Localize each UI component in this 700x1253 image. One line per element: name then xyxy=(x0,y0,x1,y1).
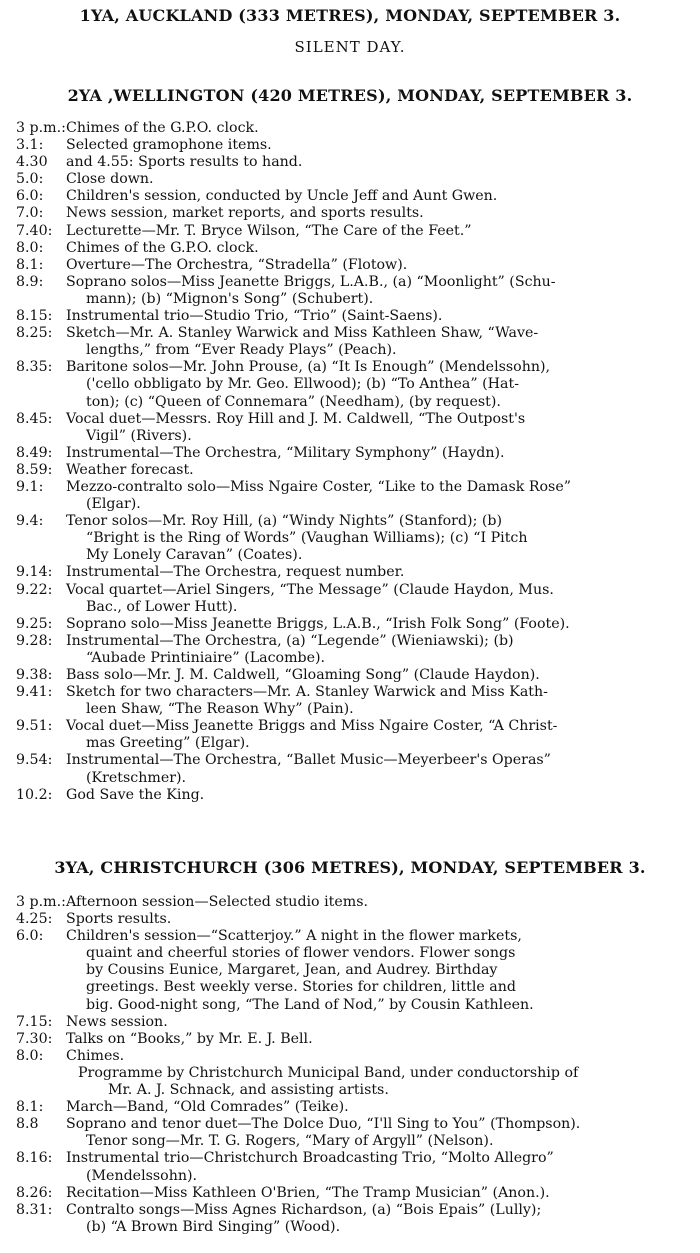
programme-entry xyxy=(0,633,700,667)
entry-line: Tenor song—Mr. T. G. Rogers, “Mary of Argyll” (Nelson). xyxy=(86,1133,494,1150)
programme-entry xyxy=(0,894,700,911)
entry-description xyxy=(66,479,692,513)
programme-entry xyxy=(0,616,700,633)
programme-entry xyxy=(0,171,700,188)
programme-entry xyxy=(0,911,700,928)
entry-time: 8.49: xyxy=(16,444,53,461)
entry-line: (Kretschmer). xyxy=(86,769,187,786)
entry-time: 9.22: xyxy=(16,581,53,598)
programme-entry xyxy=(0,752,700,786)
entry-description xyxy=(66,257,692,274)
entry-time: 8.25: xyxy=(16,325,53,342)
programme-entry xyxy=(0,359,700,410)
entry-time: 8.0: xyxy=(16,239,44,256)
entry-line: Vocal duet—Miss Jeanette Briggs and Miss Ngaire Coster, “A Christ- xyxy=(66,718,558,735)
entry-description xyxy=(66,171,692,188)
entry-line: Sketch for two characters—Mr. A. Stanley Warwick and Miss Kath- xyxy=(66,684,548,701)
programme-entry xyxy=(0,1014,700,1031)
entry-time: 7.0: xyxy=(16,205,44,222)
entry-description xyxy=(66,752,692,786)
programme-note xyxy=(0,1065,700,1099)
programme-entry xyxy=(0,787,700,804)
programme-entry xyxy=(0,479,700,513)
programme-entry xyxy=(0,1031,700,1048)
section-heading-2ya: 2YA ,WELLINGTON (420 METRES), MONDAY, SEPTEMBER 3. xyxy=(67,86,633,105)
entry-line: big. Good-night song, “The Land of Nod,” by Cousin Kathleen. xyxy=(86,996,534,1013)
entry-description xyxy=(66,1202,692,1236)
programme-entry xyxy=(0,1150,700,1184)
programme-entry xyxy=(0,718,700,752)
entry-line: News session, market reports, and sports results. xyxy=(66,205,424,222)
entry-line: Selected gramophone items. xyxy=(66,137,272,154)
entry-description xyxy=(66,359,692,410)
entry-line: by Cousins Eunice, Margaret, Jean, and Audrey. Birthday xyxy=(86,962,498,979)
entry-line: mann); (b) “Mignon's Song” (Schubert). xyxy=(86,290,374,307)
entry-time: 8.35: xyxy=(16,359,53,376)
entry-time: 9.41: xyxy=(16,684,53,701)
programme-entry xyxy=(0,137,700,154)
entry-description xyxy=(66,718,692,752)
entry-description xyxy=(66,308,692,325)
entry-line: Overture—The Orchestra, “Stradella” (Flotow). xyxy=(66,256,408,273)
entry-line: Chimes. xyxy=(66,1047,125,1064)
entry-line: Afternoon session—Selected studio items. xyxy=(66,894,368,910)
entry-line: Sketch—Mr. A. Stanley Warwick and Miss Kathleen Shaw, “Wave- xyxy=(66,325,539,342)
entry-time: 7.30: xyxy=(16,1030,53,1047)
entry-line: Tenor solos—Mr. Roy Hill, (a) “Windy Nights” (Stanford); (b) xyxy=(66,513,503,530)
entry-line: News session. xyxy=(66,1013,168,1030)
programme-entry xyxy=(0,1202,700,1236)
entry-description xyxy=(66,120,692,137)
entry-line: God Save the King. xyxy=(66,786,205,803)
entry-description xyxy=(66,928,692,1013)
entry-time: 8.9: xyxy=(16,273,44,290)
entry-line: and 4.55: Sports results to hand. xyxy=(66,154,303,171)
programme-entry xyxy=(0,445,700,462)
entry-description xyxy=(66,616,692,633)
entry-description xyxy=(66,1116,692,1150)
entry-line: Mezzo-contralto solo—Miss Ngaire Coster, “Like to the Damask Rose” xyxy=(66,478,571,495)
entry-description xyxy=(66,188,692,205)
entry-line: Lecturette—Mr. T. Bryce Wilson, “The Care of the Feet.” xyxy=(66,222,472,239)
section-heading-1ya: 1YA, AUCKLAND (333 METRES), MONDAY, SEPTEMBER 3. xyxy=(79,6,621,25)
entry-time: 7.40: xyxy=(16,222,53,239)
entry-description xyxy=(66,1014,692,1031)
entry-line: March—Band, “Old Comrades” (Teike). xyxy=(66,1099,349,1116)
entry-description xyxy=(66,667,692,684)
entry-line: Children's session—“Scatterjoy.” A night in the flower markets, xyxy=(66,928,522,945)
entry-time: 9.4: xyxy=(16,513,44,530)
programme-entry xyxy=(0,1099,700,1116)
entry-time: 9.1: xyxy=(16,478,44,495)
entry-line: Soprano solos—Miss Jeanette Briggs, L.A.B., (a) “Moonlight” (Schu- xyxy=(66,273,556,290)
silent-day-note: SILENT DAY. xyxy=(294,38,406,56)
entry-line: Instrumental—The Orchestra, “Ballet Music—Meyerbeer's Operas” xyxy=(66,752,551,769)
entry-line: Chimes of the G.P.O. clock. xyxy=(66,120,259,136)
entry-description xyxy=(66,911,692,928)
entry-description xyxy=(66,564,692,581)
programme-entry xyxy=(0,188,700,205)
entry-line: Soprano solo—Miss Jeanette Briggs, L.A.B., “Irish Folk Song” (Foote). xyxy=(66,615,570,632)
programme-entry xyxy=(0,1185,700,1202)
entry-line: ton); (c) “Queen of Connemara” (Needham), (by request). xyxy=(86,393,501,410)
entry-description xyxy=(66,445,692,462)
entry-time: 5.0: xyxy=(16,171,44,188)
programme-entry xyxy=(0,411,700,445)
entry-description xyxy=(66,223,692,240)
programme-entry xyxy=(0,120,700,137)
section-heading-3ya: 3YA, CHRISTCHURCH (306 METRES), MONDAY, SEPTEMBER 3. xyxy=(54,858,646,877)
entry-description xyxy=(66,1048,692,1065)
programme-entry xyxy=(0,667,700,684)
entry-line: Instrumental—The Orchestra, (a) “Legende” (Wieniawski); (b) xyxy=(66,632,514,649)
entry-line: “Aubade Printiniaire” (Lacombe). xyxy=(86,649,326,666)
entry-line: Weather forecast. xyxy=(66,461,194,478)
entry-time: 9.14: xyxy=(16,564,53,581)
entry-description xyxy=(66,582,692,616)
programme-entry xyxy=(0,325,700,359)
entry-line: lengths,” from “Ever Ready Plays” (Peach). xyxy=(86,342,397,359)
entry-line: Bass solo—Mr. J. M. Caldwell, “Gloaming Song” (Claude Haydon). xyxy=(66,667,540,683)
entry-description xyxy=(66,513,692,564)
entry-time: 8.45: xyxy=(16,410,53,427)
programme-entry xyxy=(0,1048,700,1065)
entry-description xyxy=(66,633,692,667)
entry-line: Sports results. xyxy=(66,911,172,928)
note-line: Mr. A. J. Schnack, and assisting artists. xyxy=(108,1082,389,1099)
programme-entry xyxy=(0,154,700,171)
entry-description xyxy=(66,274,692,308)
entry-description xyxy=(66,1150,692,1184)
entry-line: Children's session, conducted by Uncle Jeff and Aunt Gwen. xyxy=(66,188,498,205)
entry-time: 3.1: xyxy=(16,137,44,154)
entry-description xyxy=(66,154,692,171)
programme-entry xyxy=(0,462,700,479)
entry-description xyxy=(66,1099,692,1116)
entry-description xyxy=(66,411,692,445)
entry-line: Chimes of the G.P.O. clock. xyxy=(66,239,259,256)
entry-time: 8.16: xyxy=(16,1150,53,1167)
entry-description xyxy=(66,1185,692,1202)
entry-line: Close down. xyxy=(66,171,154,188)
programme-entry xyxy=(0,513,700,564)
entry-time: 9.54: xyxy=(16,752,53,769)
entry-time: 6.0: xyxy=(16,928,44,945)
entry-time: 7.15: xyxy=(16,1013,53,1030)
entry-time: 8.15: xyxy=(16,308,53,325)
entry-line: Instrumental—The Orchestra, request number. xyxy=(66,564,405,581)
entry-description xyxy=(66,894,692,911)
entry-time: 4.30 xyxy=(16,154,48,171)
programme-entry xyxy=(0,928,700,1013)
entry-line: Vocal quartet—Ariel Singers, “The Message” (Claude Haydon, Mus. xyxy=(66,581,554,598)
entry-description xyxy=(66,684,692,718)
entry-line: Baritone solos—Mr. John Prouse, (a) “It Is Enough” (Mendelssohn), xyxy=(66,359,551,376)
entry-time: 9.51: xyxy=(16,718,53,735)
entry-time: 6.0: xyxy=(16,188,44,205)
entry-line: ('cello obbligato by Mr. Geo. Ellwood); (b) “To Anthea” (Hat- xyxy=(86,376,519,393)
entry-description xyxy=(66,462,692,479)
programme-entry xyxy=(0,205,700,222)
entry-description xyxy=(66,325,692,359)
entry-description xyxy=(66,205,692,222)
entry-line: (Mendelssohn). xyxy=(86,1167,198,1184)
entry-line: greetings. Best weekly verse. Stories for children, little and xyxy=(86,979,516,996)
entry-time: 8.1: xyxy=(16,1099,44,1116)
programme-entry xyxy=(0,582,700,616)
programme-entry xyxy=(0,223,700,240)
entry-line: Instrumental trio—Studio Trio, “Trio” (Saint-Saens). xyxy=(66,308,443,325)
entry-line: Recitation—Miss Kathleen O'Brien, “The Tramp Musician” (Anon.). xyxy=(66,1184,550,1201)
programme-list-2ya xyxy=(0,120,700,804)
programme-entry xyxy=(0,1116,700,1150)
entry-line: Soprano and tenor duet—The Dolce Duo, “I'll Sing to You” (Thompson). xyxy=(66,1116,581,1133)
programme-entry xyxy=(0,240,700,257)
entry-line: (b) “A Brown Bird Singing” (Wood). xyxy=(86,1218,341,1235)
programme-entry xyxy=(0,684,700,718)
entry-time: 10.2: xyxy=(16,786,53,803)
entry-line: Instrumental trio—Christchurch Broadcasting Trio, “Molto Allegro” xyxy=(66,1150,554,1167)
entry-line: Talks on “Books,” by Mr. E. J. Bell. xyxy=(66,1030,313,1047)
entry-time: 8.8 xyxy=(16,1116,39,1133)
entry-description xyxy=(66,240,692,257)
entry-line: “Bright is the Ring of Words” (Vaughan Williams); (c) “I Pitch xyxy=(86,530,528,547)
entry-line: leen Shaw, “The Reason Why” (Pain). xyxy=(86,701,354,718)
note-line: Programme by Christchurch Municipal Band, under conductorship of xyxy=(78,1064,579,1081)
entry-line: Bac., of Lower Hutt). xyxy=(86,598,238,615)
programme-entry xyxy=(0,257,700,274)
entry-line: Instrumental—The Orchestra, “Military Symphony” (Haydn). xyxy=(66,444,505,461)
programme-entry xyxy=(0,274,700,308)
entry-line: Contralto songs—Miss Agnes Richardson, (a) “Bois Epais” (Lully); xyxy=(66,1201,542,1218)
entry-line: (Elgar). xyxy=(86,496,141,513)
entry-time: 8.31: xyxy=(16,1201,53,1218)
programme-entry xyxy=(0,564,700,581)
entry-time: 8.1: xyxy=(16,256,44,273)
entry-line: Vigil” (Rivers). xyxy=(86,427,192,444)
entry-line: mas Greeting” (Elgar). xyxy=(86,735,250,752)
entry-time: 9.25: xyxy=(16,615,53,632)
entry-time: 8.0: xyxy=(16,1047,44,1064)
entry-description xyxy=(66,137,692,154)
entry-line: Vocal duet—Messrs. Roy Hill and J. M. Caldwell, “The Outpost's xyxy=(66,410,526,427)
entry-line: My Lonely Caravan” (Coates). xyxy=(86,547,303,564)
entry-description xyxy=(66,787,692,804)
entry-time: 9.38: xyxy=(16,667,53,683)
entry-time: 4.25: xyxy=(16,911,53,928)
entry-time: 9.28: xyxy=(16,632,53,649)
entry-line: quaint and cheerful stories of flower vendors. Flower songs xyxy=(86,945,516,962)
entry-description xyxy=(66,1031,692,1048)
entry-time: 8.26: xyxy=(16,1184,53,1201)
programme-entry xyxy=(0,308,700,325)
programme-list-3ya xyxy=(0,894,700,1236)
entry-time: 3 p.m.: xyxy=(16,894,66,910)
entry-time: 3 p.m.: xyxy=(16,120,66,136)
entry-time: 8.59: xyxy=(16,461,53,478)
